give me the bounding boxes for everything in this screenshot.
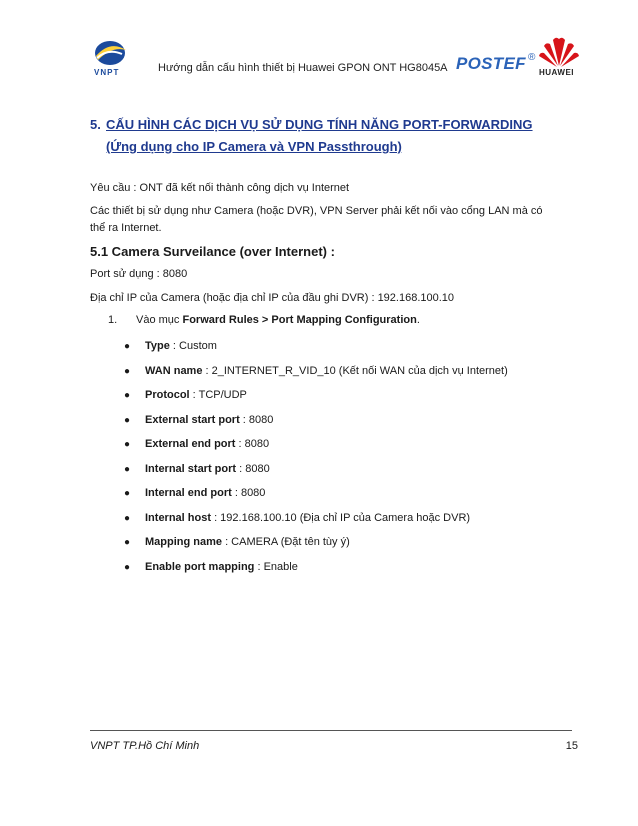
setting-label: Mapping name	[145, 536, 223, 548]
bullet-icon: ●	[124, 390, 131, 401]
list-item	[124, 363, 508, 388]
setting-label: Internal end port	[145, 487, 232, 499]
section-title: CẤU HÌNH CÁC DỊCH VỤ SỬ DỤNG TÍNH NĂNG PORT-FORWARDING (Ứng dụng cho IP Camera và VPN Passthrough)	[106, 117, 533, 154]
setting-label: External end port	[145, 438, 236, 450]
vnpt-logo-text: VNPT	[94, 68, 120, 77]
list-item	[124, 338, 508, 363]
setting-value: : 8080	[239, 413, 274, 426]
setting-label: Internal host	[145, 511, 212, 524]
setting-label: Internal start port	[145, 462, 237, 475]
setting-label: Type	[145, 340, 170, 352]
footer-organization: VNPT TP.Hồ Chí Minh	[90, 740, 200, 752]
bullet-icon: ●	[124, 365, 131, 377]
setting-value: : 8080	[236, 462, 270, 475]
setting-value: : Custom	[169, 340, 217, 352]
list-item	[124, 485, 508, 510]
postef-logo-text: POSTEF	[456, 54, 526, 73]
setting-value: : 2_INTERNET_R_VID_10 (Kết nối WAN của dịch vụ Internet)	[202, 364, 508, 377]
step-number: 1.	[108, 314, 118, 326]
section-heading	[90, 114, 560, 158]
registered-mark: ®	[527, 52, 536, 63]
step-suffix: .	[416, 314, 420, 326]
list-item	[124, 461, 508, 486]
step-prefix: Vào mục	[136, 314, 183, 326]
huawei-logo	[536, 36, 582, 80]
step-1	[108, 314, 420, 326]
setting-value: : Enable	[254, 560, 298, 573]
menu-path: Forward Rules > Port Mapping Configuration	[182, 314, 417, 326]
settings-list	[124, 338, 508, 583]
vnpt-logo	[88, 38, 132, 80]
subsection-title: 5.1 Camera Surveilance (over Internet) :	[90, 244, 335, 259]
bullet-icon: ●	[124, 341, 131, 352]
list-item	[124, 387, 508, 412]
ip-line: Địa chỉ IP của Camera (hoặc địa chỉ IP của đầu ghi DVR) : 192.168.100.10	[90, 292, 455, 304]
setting-label: Protocol	[145, 389, 190, 401]
setting-value: : 8080	[235, 438, 270, 450]
requirement-text: Yêu cầu : ONT đã kết nối thành công dịch vụ Internet	[90, 182, 350, 194]
huawei-logo-text: HUAWEI	[539, 68, 574, 77]
setting-value: : TCP/UDP	[189, 389, 247, 401]
setting-label: WAN name	[145, 364, 203, 377]
bullet-icon: ●	[124, 537, 131, 548]
list-item	[124, 534, 508, 559]
header-title: Hướng dẫn cấu hình thiết bị Huawei GPON ONT HG8045A	[158, 62, 448, 74]
setting-label: Enable port mapping	[145, 560, 255, 573]
footer-divider	[90, 730, 572, 731]
bullet-icon: ●	[124, 414, 131, 426]
setting-label: External start port	[145, 413, 240, 426]
bullet-icon: ●	[124, 561, 131, 573]
setting-value: : CAMERA (Đặt tên tùy ý)	[222, 536, 350, 548]
page-number: 15	[565, 740, 578, 752]
list-item	[124, 510, 508, 535]
devices-note: Các thiết bị sử dụng như Camera (hoặc DVR), VPN Server phải kết nối vào cổng LAN mà có thể ra Internet.	[90, 205, 543, 234]
bullet-icon: ●	[124, 439, 131, 450]
bullet-icon: ●	[124, 512, 131, 524]
bullet-icon: ●	[124, 488, 131, 499]
setting-value: : 8080	[231, 487, 266, 499]
section-number: 5.	[90, 117, 101, 132]
list-item	[124, 412, 508, 437]
port-line: Port sử dụng : 8080	[90, 268, 188, 280]
setting-value: : 192.168.100.10 (Địa chỉ IP của Camera hoặc DVR)	[211, 511, 471, 524]
list-item	[124, 559, 508, 584]
postef-logo	[456, 52, 535, 74]
list-item	[124, 436, 508, 461]
bullet-icon: ●	[124, 463, 131, 475]
